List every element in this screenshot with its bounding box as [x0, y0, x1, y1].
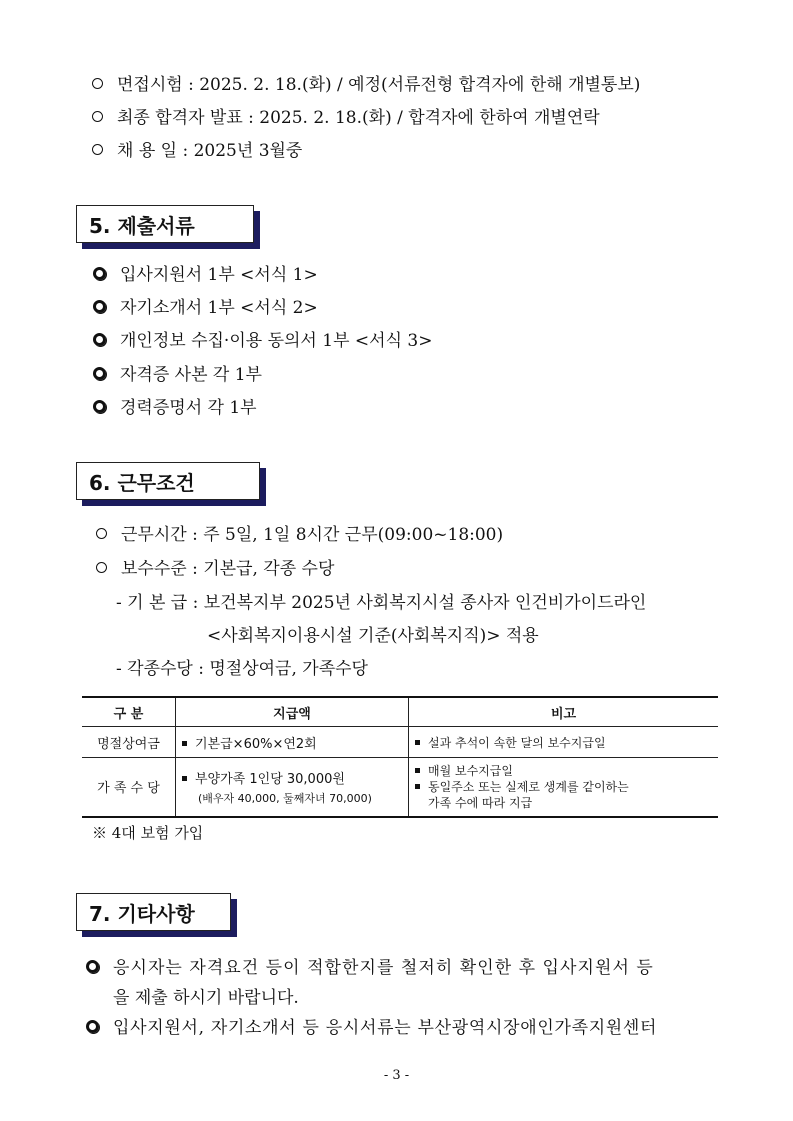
schedule-hire: 채 용 일 : 2025년 3월중	[92, 140, 302, 162]
header-note: 비고	[409, 697, 719, 727]
schedule-interview: 면접시험 : 2025. 2. 18.(화) / 예정(서류전형 합격자에 한해 개별통보)	[92, 74, 640, 96]
table-row	[82, 758, 718, 817]
section-5-heading: 5. 제출서류	[76, 205, 254, 243]
doc-item: 입사지원서 1부 <서식 1>	[93, 264, 318, 286]
square-bullet-icon	[415, 768, 420, 773]
work-hours: 근무시간 : 주 5일, 1일 8시간 근무(09:00~18:00)	[96, 524, 503, 546]
schedule-final: 최종 합격자 발표 : 2025. 2. 18.(화) / 합격자에 한하여 개별연락	[92, 107, 600, 129]
circle-bullet-icon	[92, 111, 103, 122]
table-row	[82, 727, 718, 758]
shadow-circle-bullet-icon	[86, 960, 99, 973]
square-bullet-icon	[182, 741, 187, 746]
circle-bullet-icon	[96, 528, 107, 539]
shadow-circle-bullet-icon	[93, 367, 106, 380]
row-amount: 기본급×60%×연2회	[176, 727, 409, 758]
header-amount: 지급액	[176, 697, 409, 727]
misc-item-1-line1: 응시자는 자격요건 등이 적합한지를 철저히 확인한 후 입사지원서 등	[86, 957, 654, 979]
circle-bullet-icon	[92, 78, 103, 89]
doc-item: 자격증 사본 각 1부	[93, 364, 262, 386]
row-note: 매월 보수지급일 동일주소 또는 실제로 생계를 같이하는 가족 수에 따라 지급	[409, 758, 719, 817]
row-name: 명절상여금	[82, 727, 176, 758]
insurance-note: ※ 4대 보험 가입	[92, 824, 204, 842]
circle-bullet-icon	[96, 562, 107, 573]
row-name: 가 족 수 당	[82, 758, 176, 817]
square-bullet-icon	[415, 740, 420, 745]
base-pay-line2: <사회복지이용시설 기준(사회복지직)> 적용	[207, 626, 539, 646]
misc-item-2-line1: 입사지원서, 자기소개서 등 응시서류는 부산광역시장애인가족지원센터	[86, 1017, 657, 1039]
shadow-circle-bullet-icon	[93, 400, 106, 413]
allowance-line: - 각종수당 : 명절상여금, 가족수당	[116, 659, 368, 679]
table-header-row	[82, 697, 718, 727]
doc-item: 자기소개서 1부 <서식 2>	[93, 297, 318, 319]
shadow-circle-bullet-icon	[93, 300, 106, 313]
pay-level: 보수수준 : 기본급, 각종 수당	[96, 558, 334, 580]
doc-item: 개인정보 수집·이용 동의서 1부 <서식 3>	[93, 330, 432, 352]
section-7-heading: 7. 기타사항	[76, 893, 231, 931]
square-bullet-icon	[182, 776, 187, 781]
pay-table	[82, 696, 718, 818]
section-6-heading: 6. 근무조건	[76, 462, 260, 500]
misc-item-1-line2: 을 제출 하시기 바랍니다.	[113, 988, 299, 1008]
page-number: - 3 -	[383, 1068, 410, 1083]
shadow-circle-bullet-icon	[86, 1020, 99, 1033]
base-pay-line1: - 기 본 급 : 보건복지부 2025년 사회복지시설 종사자 인건비가이드라인	[116, 593, 647, 613]
shadow-circle-bullet-icon	[93, 333, 106, 346]
row-note: 설과 추석이 속한 달의 보수지급일	[409, 727, 719, 758]
shadow-circle-bullet-icon	[93, 267, 106, 280]
circle-bullet-icon	[92, 144, 103, 155]
doc-item: 경력증명서 각 1부	[93, 397, 257, 419]
header-category: 구 분	[82, 697, 176, 727]
row-amount: 부양가족 1인당 30,000원 (배우자 40,000, 둘째자녀 70,000)	[176, 758, 409, 817]
square-bullet-icon	[415, 784, 420, 789]
